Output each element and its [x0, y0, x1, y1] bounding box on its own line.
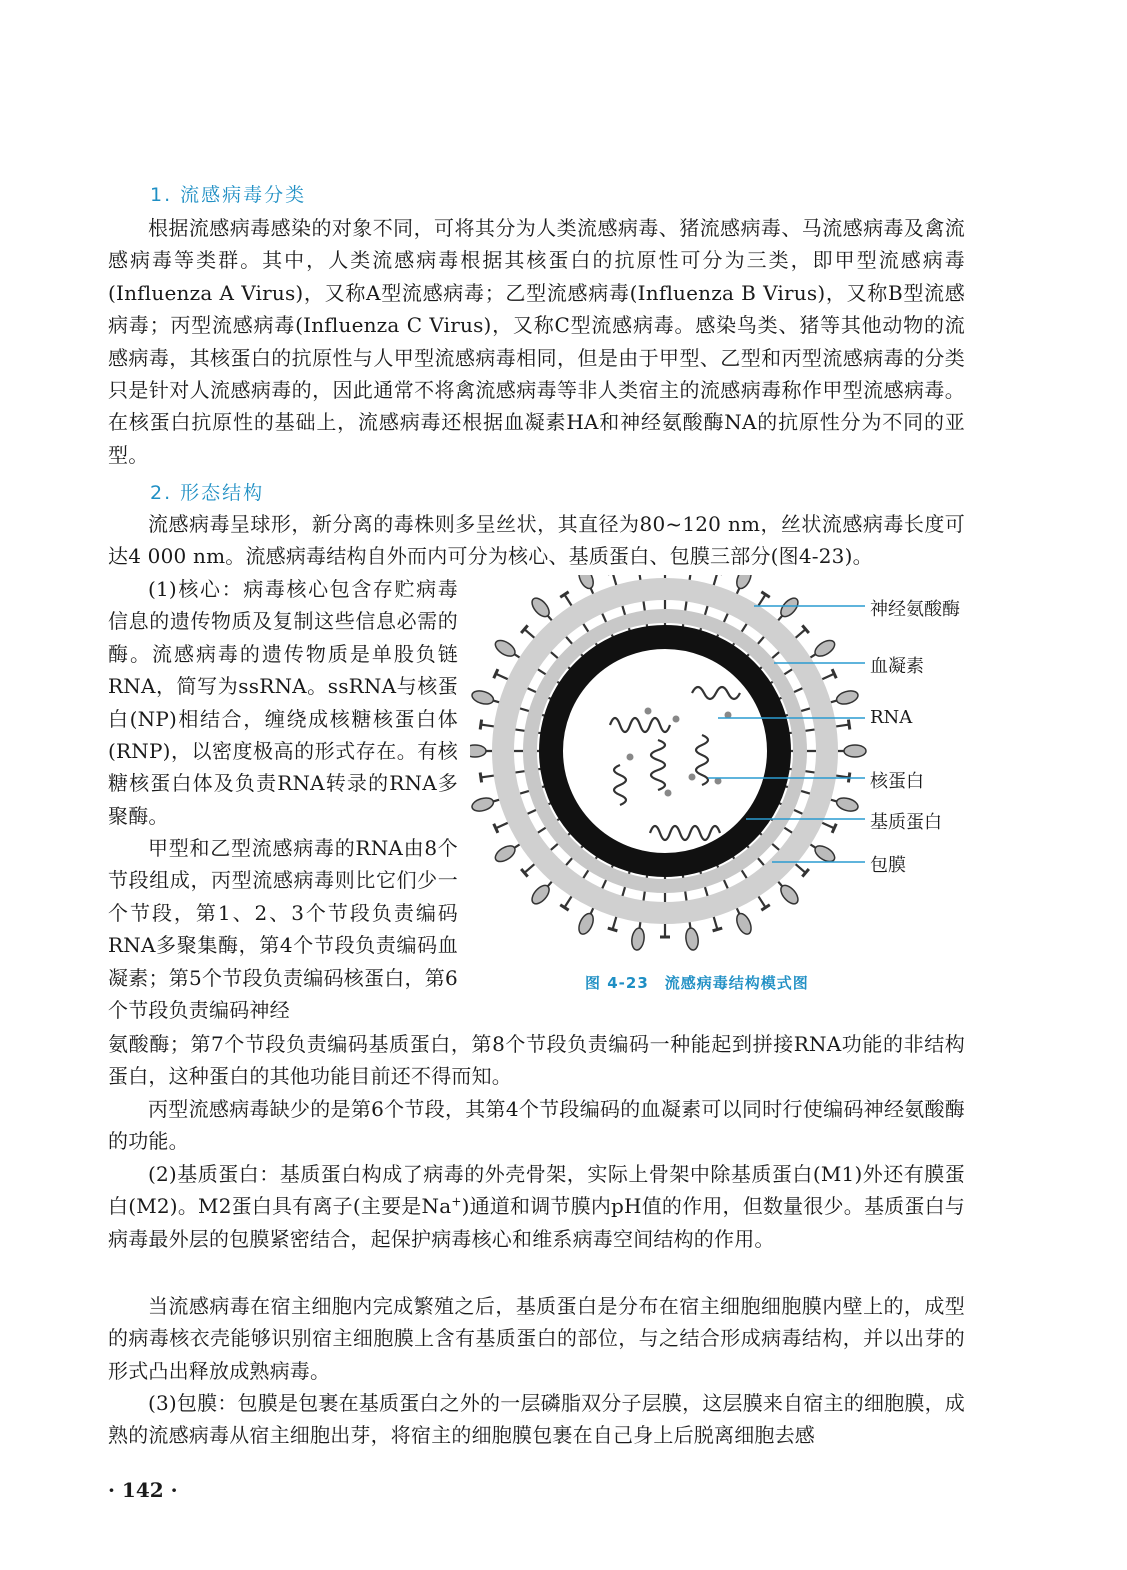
hemagglutinin-spike-head	[494, 669, 498, 678]
paragraph-rna-segments-cont: 氨酸酶；第7个节段负责编码基质蛋白，第8个节段负责编码一种能起到拼接RNA功能的非结构蛋白，这种蛋白的其他功能目前还不得而知。	[108, 1032, 965, 1089]
neuraminidase-spike-head	[812, 637, 837, 659]
label-nucleoprotein: 核蛋白	[870, 771, 924, 792]
hemagglutinin-spike-head	[480, 720, 481, 730]
neuraminidase-spike-head	[685, 927, 700, 950]
paragraph-envelope: (3)包膜：包膜是包裹在基质蛋白之外的一层磷脂双分子层膜，这层膜来自宿主的细胞膜，成熟的流感病毒从宿主细胞出芽，将宿主的细胞膜包裹在自己身上后脱离细胞去感	[108, 1391, 965, 1448]
neuraminidase-spike-head	[734, 911, 754, 936]
hemagglutinin-spike-head	[713, 928, 723, 931]
section-heading-morphology: 2. 形态结构	[150, 482, 265, 504]
neuraminidase-spike-head	[470, 745, 486, 757]
figure-caption: 图 4-23 流感病毒结构模式图	[585, 974, 809, 992]
neuraminidase-spike-head	[470, 689, 494, 707]
hemagglutinin-spike-head	[848, 720, 849, 730]
section-heading-classification: 1. 流感病毒分类	[150, 184, 307, 206]
neuraminidase-spike-head	[630, 927, 645, 950]
label-envelope: 包膜	[870, 855, 906, 876]
neuraminidase-spike-head	[493, 843, 518, 865]
hemagglutinin-spike-head	[480, 773, 481, 783]
neuraminidase-spike-head	[470, 796, 494, 814]
neuraminidase-spike-head	[576, 575, 596, 591]
label-neuraminidase: 神经氨酸酶	[870, 599, 960, 620]
page-number: · 142 ·	[108, 1478, 178, 1502]
envelope-ring	[551, 637, 779, 865]
neuraminidase-spike-head	[835, 796, 859, 814]
paragraph-core: (1)核心：病毒核心包含存贮病毒信息的遗传物质及复制这些信息必需的酶。流感病毒的遗传物质是单股负链RNA，简写为ssRNA。ssRNA与核蛋白(NP)相结合，缠绕成核糖核蛋白体(RNP)，以密度极高的形式存在。有核糖核蛋白体及负责RNA转录的RNA多聚酶。	[108, 577, 458, 828]
neuraminidase-spike-head	[835, 689, 859, 707]
hemagglutinin-spike-head	[832, 824, 836, 833]
hemagglutinin-spike-head	[608, 928, 618, 931]
neuraminidase-spike-head	[844, 745, 866, 757]
paragraph-matrix-protein: (2)基质蛋白：基质蛋白构成了病毒的外壳骨架，实际上骨架中除基质蛋白(M1)外还有膜蛋白(M2)。M2蛋白具有离子(主要是Na+)通道和调节膜内pH值的作用，但数量很少。基质蛋白与病毒最外层的包膜紧密结合，起保护病毒核心和维系病毒空间结构的作用。	[108, 1162, 965, 1251]
virus-structure-figure	[470, 575, 970, 1005]
paragraph-classification: 根据流感病毒感染的对象不同，可将其分为人类流感病毒、猪流感病毒、马流感病毒及禽流感病毒等类群。其中，人类流感病毒根据其核蛋白的抗原性可分为三类，即甲型流感病毒(Influenza A Virus)，又称A型流感病毒；乙型流感病毒(Influenza B Virus)，又称B型流感病毒；丙型流感病毒(Influenza C Virus)，又称C型流感病毒。感染鸟类、猪等其他动物的流感病毒，其核蛋白的抗原性与人甲型流感病毒相同，但是由于甲型、乙型和丙型流感病毒的分类只是针对人流感病毒的，因此通常不将禽流感病毒等非人类宿主的流感病毒称作甲型流感病毒。在核蛋白抗原性的基础上，流感病毒还根据血凝素HA和神经氨酸酶NA的抗原性分为不同的亚型。	[108, 216, 965, 467]
hemagglutinin-spike-head	[832, 669, 836, 678]
paragraph-rna-segments: 甲型和乙型流感病毒的RNA由8个节段组成，丙型流感病毒则比它们少一个节段，第1、2、3个节段负责编码RNA多聚集酶，第4个节段负责编码血凝素；第5个节段负责编码核蛋白，第6个节段负责编码神经	[108, 836, 458, 1023]
neuraminidase-spike-head	[576, 911, 596, 936]
label-matrix-protein: 基质蛋白	[870, 812, 942, 833]
label-rna: RNA	[870, 707, 913, 728]
paragraph-type-c: 丙型流感病毒缺少的是第6个节段，其第4个节段编码的血凝素可以同时行使编码神经氨酸酶的功能。	[108, 1097, 965, 1154]
paragraph-morphology-intro: 流感病毒呈球形，新分离的毒株则多呈丝状，其直径为80~120 nm，丝状流感病毒长度可达4 000 nm。流感病毒结构自外而内可分为核心、基质蛋白、包膜三部分(图4-23)。	[108, 512, 965, 569]
hemagglutinin-spike-head	[494, 824, 498, 833]
neuraminidase-spike-head	[493, 637, 518, 659]
paragraph-budding: 当流感病毒在宿主细胞内完成繁殖之后，基质蛋白是分布在宿主细胞细胞膜内壁上的，成型的病毒核衣壳能够识别宿主细胞膜上含有基质蛋白的部位，与之结合形成病毒结构，并以出芽的形式凸出释放成熟病毒。	[108, 1294, 965, 1383]
neuraminidase-spike-head	[734, 575, 754, 591]
label-hemagglutinin: 血凝素	[870, 656, 924, 677]
